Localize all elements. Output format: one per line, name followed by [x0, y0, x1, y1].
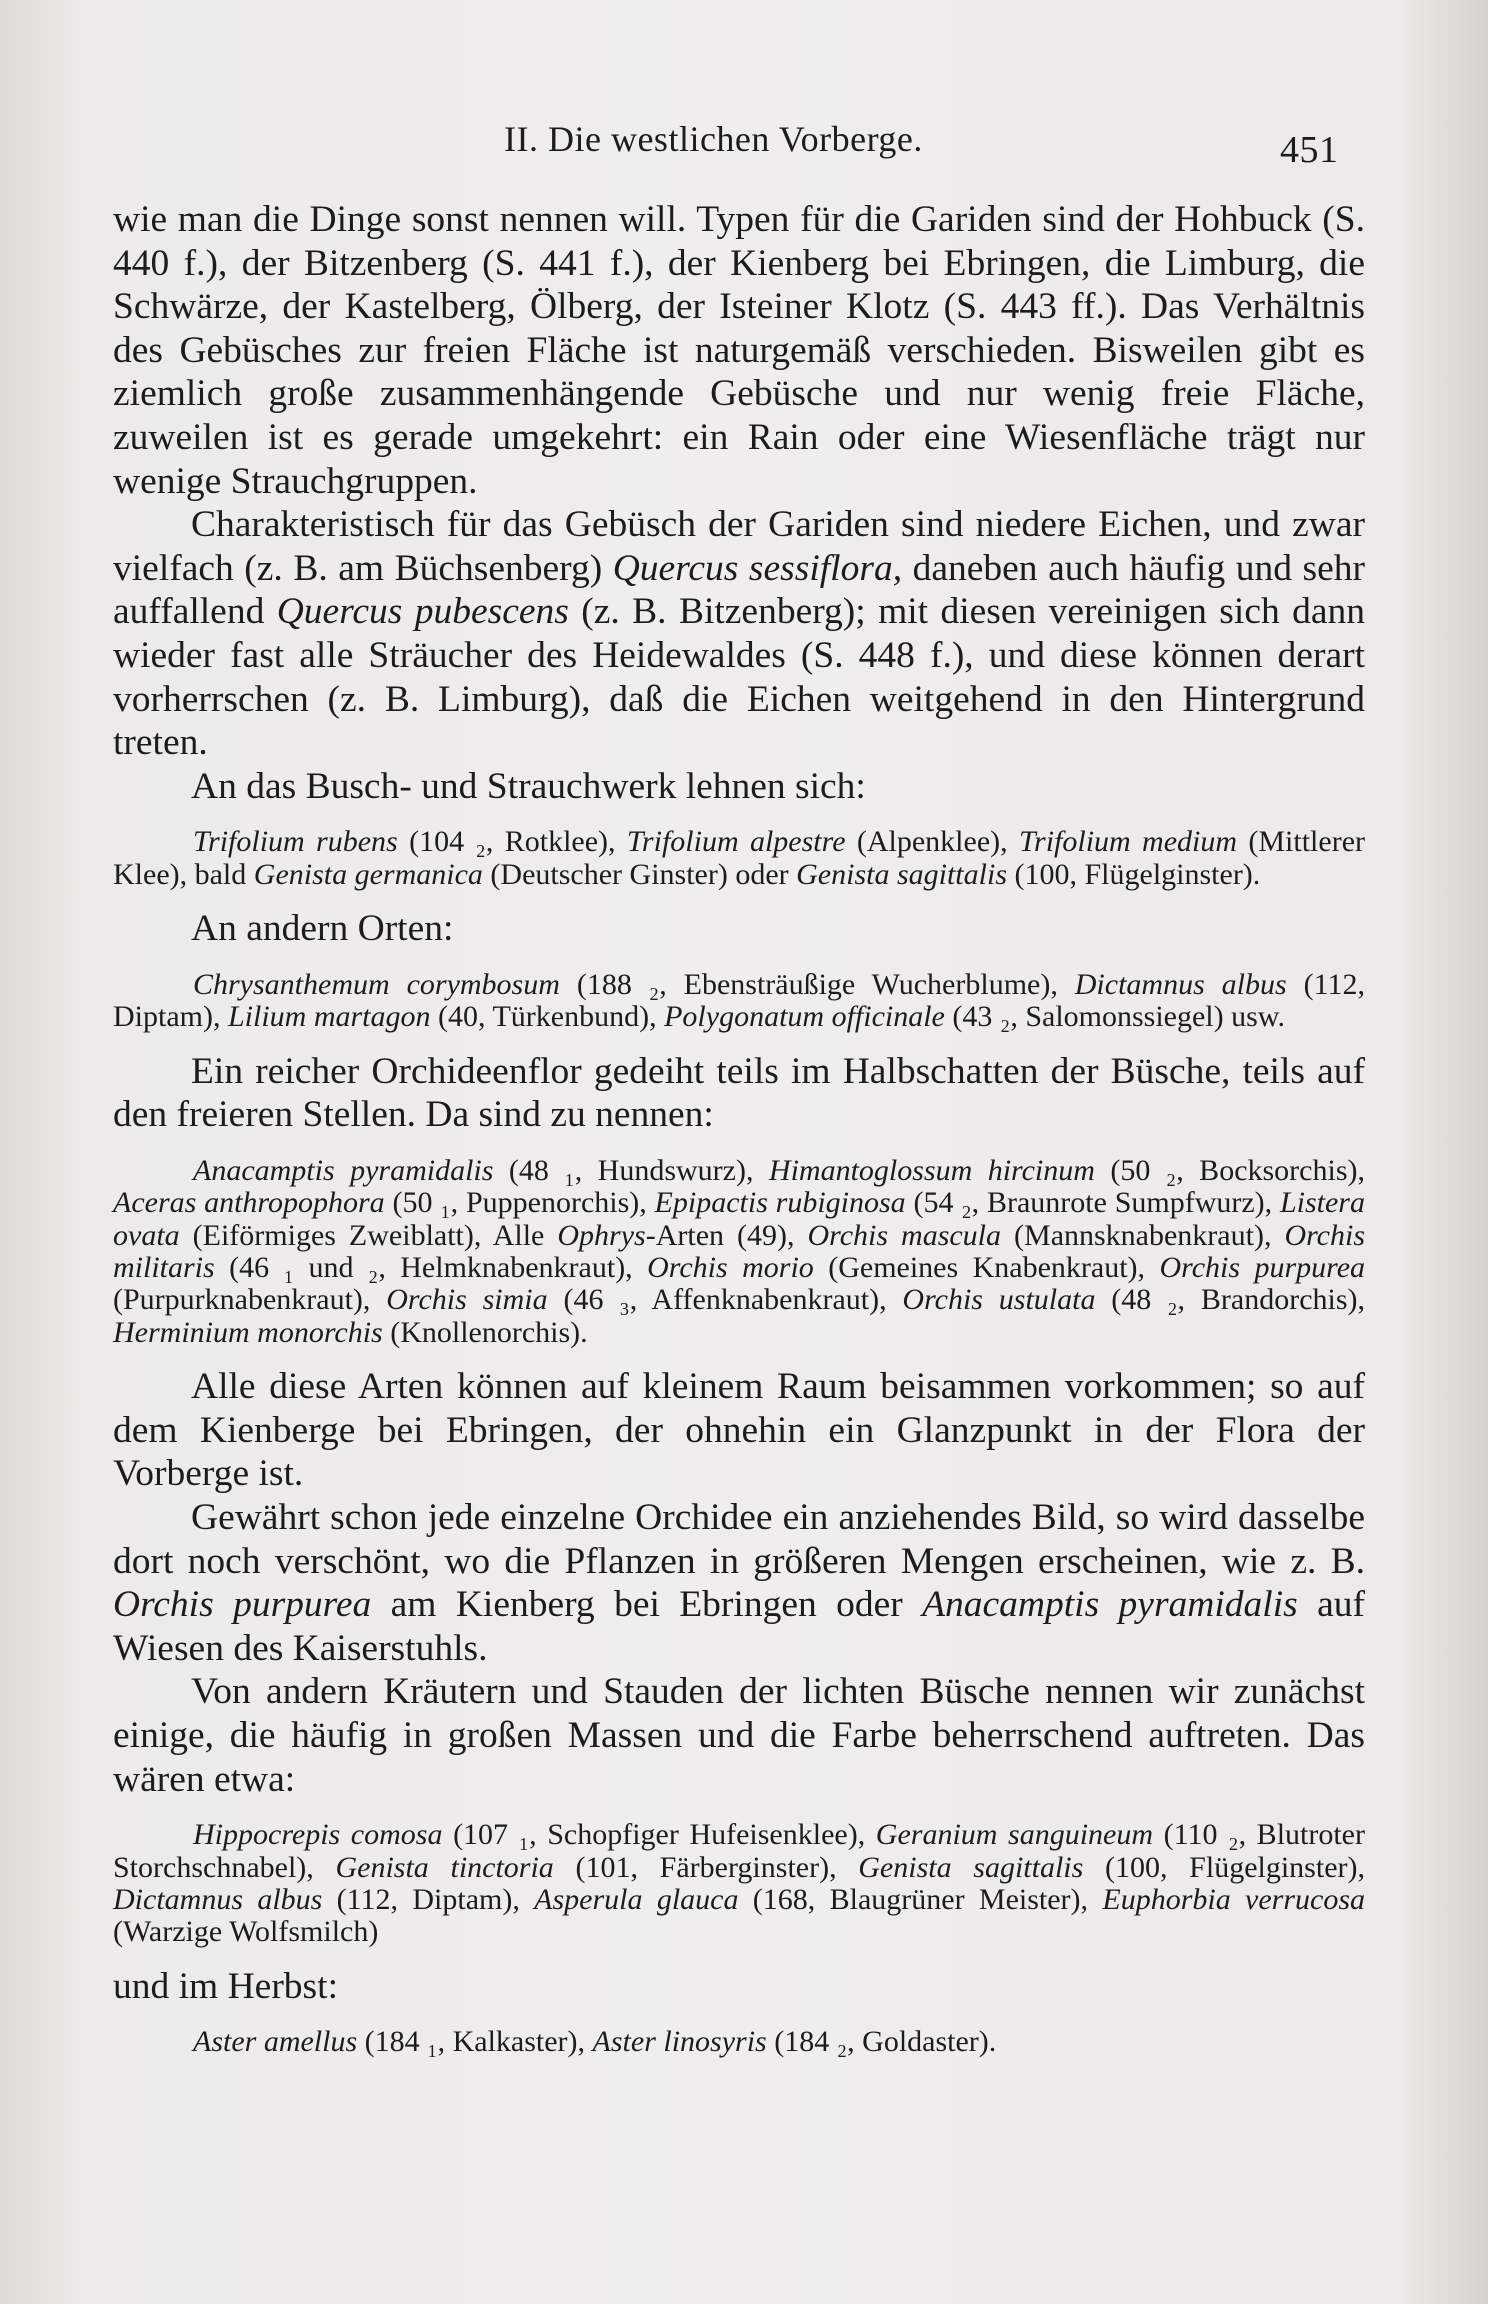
species-name: Listera ovata	[113, 1186, 1365, 1252]
species-note: (184 ₂, Goldaster).	[766, 2025, 997, 2059]
species-note: (46 ₃, Affenknabenkraut),	[547, 1283, 903, 1317]
species-note: (Eiförmiges Zweiblatt), Alle	[179, 1218, 558, 1252]
species-note: (43 ₂, Salomonssiegel) usw.	[944, 1000, 1286, 1034]
text-run: am Kienberg bei Ebringen oder	[371, 1584, 923, 1626]
species-name: Euphorbia verrucosa	[1102, 1882, 1366, 1916]
species-note: (110 ₂, Blutroter Storchschnabel),	[113, 1818, 1365, 1884]
text-run: daneben auch häufig und sehr auffallend	[113, 547, 1365, 633]
species-note: (Knollenorchis).	[382, 1315, 588, 1349]
species-note: (100, Flügelginster).	[1007, 857, 1261, 891]
species-name: Anacamptis pyramidalis	[193, 1153, 494, 1187]
page-number: 451	[1280, 129, 1339, 171]
list-intro-autumn: und im Herbst:	[113, 1965, 338, 2007]
species-name: Dictamnus albus	[113, 1882, 323, 1916]
paragraph-orchid-masses	[113, 1496, 1365, 1670]
species-note: (107 ₁, Schopfiger Hufeisenklee),	[442, 1818, 876, 1852]
species-note: (168, Blaugrüner Meister),	[738, 1882, 1103, 1916]
species-name: Hippocrepis comosa	[193, 1818, 443, 1852]
species-name: Anacamptis pyramidalis	[922, 1584, 1298, 1626]
species-note: (100, Flügelginster),	[1083, 1850, 1365, 1884]
species-name: Trifolium rubens	[193, 825, 398, 859]
species-note: (40, Türkenbund),	[430, 1000, 665, 1034]
species-list	[113, 969, 1365, 1034]
species-name: Himantoglossum hircinum	[768, 1153, 1095, 1187]
species-name: Herminium monorchis	[113, 1315, 383, 1349]
text-run: auf Wiesen des Kaiserstuhls.	[113, 1584, 1365, 1669]
list-intro-other-places: An andern Orten:	[191, 908, 454, 950]
species-name: Geranium sanguineum	[875, 1818, 1154, 1852]
chapter-title: II. Die westlichen Vorberge.	[504, 119, 923, 159]
species-name: Lilium martagon	[227, 1000, 431, 1034]
species-note: (48 ₂, Brandorchis),	[1095, 1283, 1366, 1317]
species-note: (Mannsknabenkraut),	[1001, 1218, 1285, 1252]
species-note: (188 ₂, Ebensträußige Wucherblume),	[559, 967, 1075, 1001]
list-intro-shrubs: An das Busch- und Strauchwerk lehnen sich:	[191, 765, 866, 807]
species-note: (46 ₁ und ₂, Helmknabenkraut),	[214, 1250, 648, 1284]
species-note: Arten (49),	[655, 1218, 808, 1252]
text-run: Charakteristisch für das Gebüsch der Gariden sind niedere Eichen, und zwar vielfach (z. B. am Büchsenberg)	[113, 504, 1365, 589]
species-name: Genista sagittalis	[796, 857, 1007, 891]
species-name: Orchis militaris	[113, 1218, 1365, 1284]
species-name: Quercus sessiflora,	[612, 547, 903, 589]
species-note: (Warzige Wolfsmilch)	[113, 1915, 379, 1949]
species-name: Quercus pubescens	[276, 591, 569, 633]
species-name: Epipactis rubiginosa	[654, 1186, 906, 1220]
page-body	[113, 198, 1365, 2075]
species-note: (112, Diptam),	[322, 1882, 535, 1916]
species-note: (101, Färberginster),	[553, 1850, 859, 1884]
paragraph-kienberg: Alle diese Arten können auf kleinem Raum beisammen vorkommen; so auf dem Kienberge bei Ebringen, der ohnehin ein Glanzpunkt in der Flora der Vorberge ist.	[113, 1366, 1365, 1495]
species-list	[113, 826, 1365, 891]
species-name: Orchis purpurea	[113, 1584, 372, 1626]
species-list	[113, 1155, 1365, 1349]
species-note: (104 ₂, Rotklee),	[397, 825, 627, 859]
species-name: Aster amellus	[193, 2025, 358, 2059]
paragraph-oaks	[113, 503, 1365, 765]
species-name: Orchis purpurea	[1159, 1250, 1366, 1284]
species-note: (Deutscher Ginster) oder	[482, 857, 797, 891]
species-name: Orchis mascula	[807, 1218, 1002, 1252]
species-note: (Purpurknabenkraut),	[113, 1283, 387, 1317]
species-name: Genista germanica	[253, 857, 483, 891]
text-run: (z. B. Bitzenberg); mit diesen vereinigen sich dann wieder fast alle Sträucher des Heidewaldes (S. 448 f.), und diese können derart vorherrschen (z. B. Limburg), daß die Eichen weitgehend in den Hintergrund treten.	[113, 591, 1365, 764]
species-note: (50 ₁, Puppenorchis),	[384, 1186, 655, 1220]
species-note: (112, Diptam),	[113, 967, 1366, 1034]
species-name: Genista sagittalis	[858, 1850, 1084, 1884]
paragraph-orchids: Ein reicher Orchideenflor gedeiht teils im Halbschatten der Büsche, teils auf den freieren Stellen. Da sind zu nennen:	[113, 1050, 1365, 1136]
species-list	[113, 1819, 1365, 1949]
species-name: Asperula glauca	[534, 1882, 739, 1916]
species-note: (Gemeines Knabenkraut),	[813, 1250, 1160, 1284]
species-name: Chrysanthemum corymbosum	[193, 967, 560, 1001]
species-name: Genista tinctoria	[335, 1850, 554, 1884]
species-note: (48 ₁, Hundswurz),	[493, 1153, 769, 1187]
species-name: Orchis ustulata	[902, 1283, 1096, 1317]
species-name: Aceras anthropophora	[113, 1186, 385, 1220]
species-list	[113, 2026, 1365, 2058]
species-name: Dictamnus albus	[1074, 967, 1287, 1001]
species-name: Trifolium medium	[1018, 825, 1238, 859]
species-name: Aster linosyris	[592, 2025, 767, 2059]
paragraph-continuation: wie man die Dinge sonst nennen will. Typen für die Gariden sind der Hohbuck (S. 440 f.), der Bitzenberg (S. 441 f.), der Kienberg bei Ebringen, die Limburg, die Schwärze, der Kastelberg, Ölberg, der Isteiner Klotz (S. 443 ff.). Das Verhältnis des Gebüsches zur freien Fläche ist naturgemäß verschieden. Bisweilen gibt es ziemlich große zusammenhängende Gebüsche und nur wenig freie Fläche, zuweilen ist es gerade umgekehrt: ein Rain oder eine Wiesenfläche trägt nur wenige Strauchgruppen.	[113, 199, 1365, 502]
text-run: Gewährt schon jede einzelne Orchidee ein anziehendes Bild, so wird dasselbe dort noch verschönt, wo die Pflanzen in größeren Mengen erscheinen, wie z. B.	[113, 1496, 1365, 1582]
species-name: Ophrys-	[557, 1218, 656, 1252]
species-name: Polygonatum officinale	[664, 1000, 945, 1034]
species-note: (Alpenklee),	[845, 825, 1019, 859]
paragraph-herbs: Von andern Kräutern und Stauden der lichten Büsche nennen wir zunächst einige, die häufig in großen Massen und die Farbe beherrschend auftreten. Das wären etwa:	[113, 1671, 1365, 1800]
species-name: Orchis simia	[386, 1283, 548, 1317]
species-note: (Mittlerer Klee), bald	[113, 825, 1366, 891]
species-name: Orchis morio	[647, 1250, 814, 1284]
species-name: Trifolium alpestre	[626, 825, 846, 859]
species-note: (184 ₁, Kalkaster),	[357, 2025, 593, 2059]
species-note: (54 ₂, Braunrote Sumpfwurz),	[905, 1186, 1280, 1220]
species-note: (50 ₂, Bocksorchis),	[1094, 1153, 1365, 1187]
